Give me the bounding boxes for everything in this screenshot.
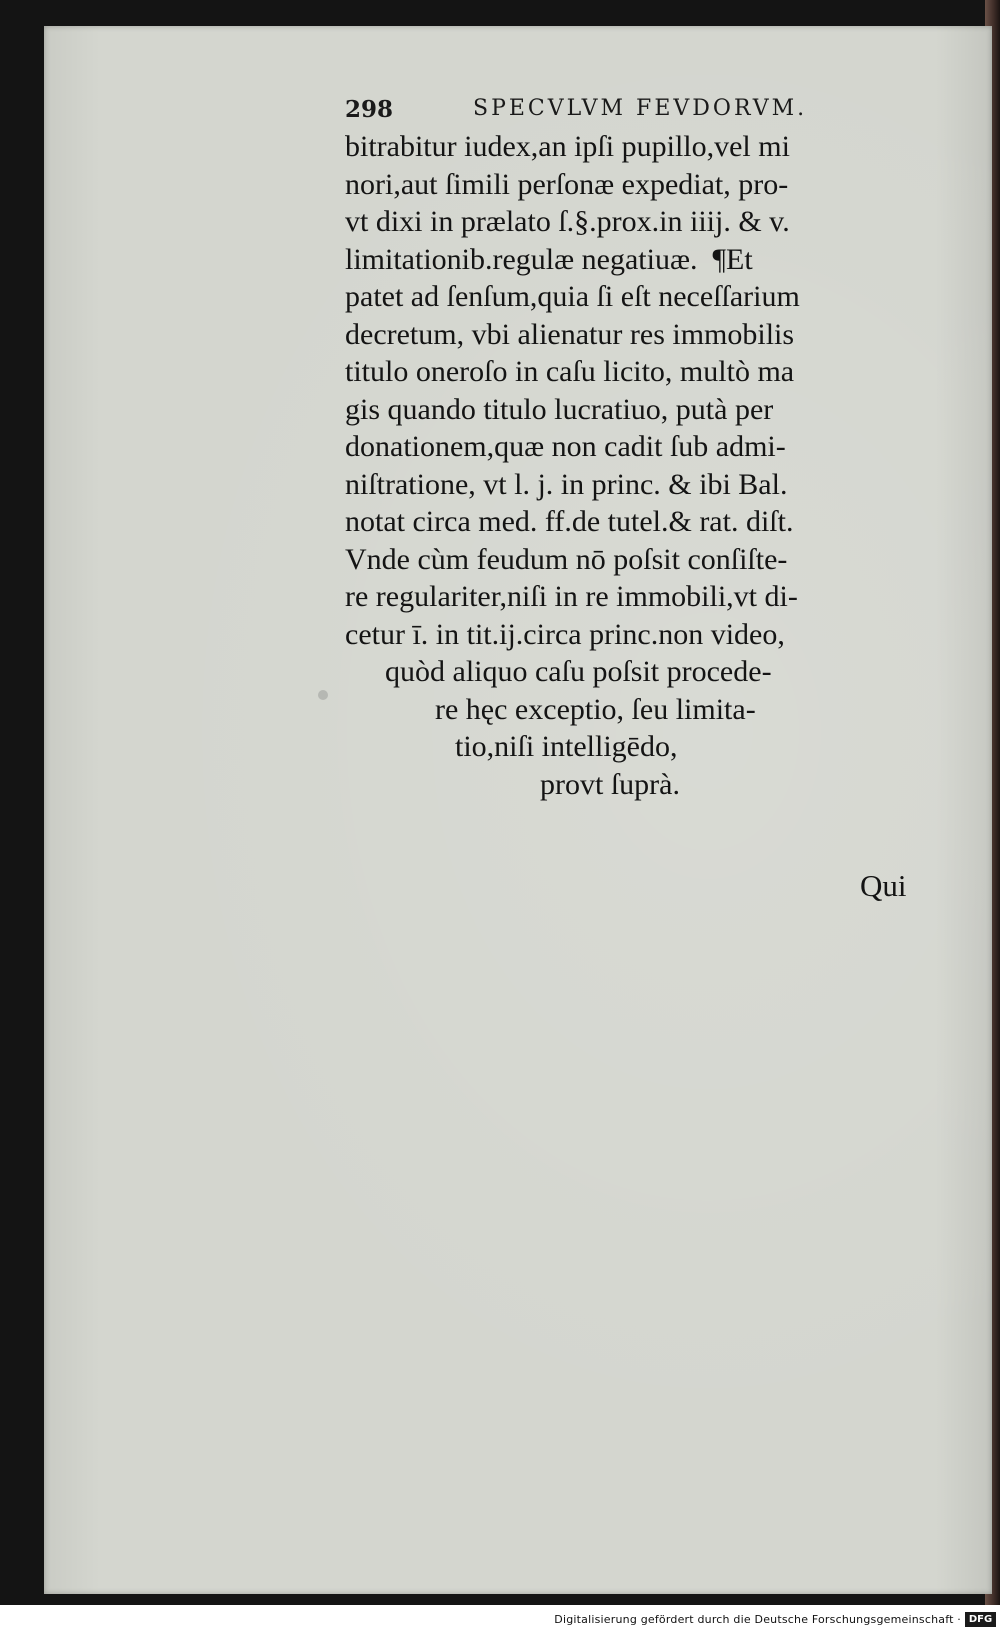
text-line: patet ad ſenſum,quia ſi eſt neceſſarium [345,280,800,313]
text-line: re hęc exceptio, ſeu limita- [435,692,756,726]
text-line: bitrabitur iudex,an ipſi pupillo,vel mi [345,130,790,163]
text-line: quòd aliquo caſu poſsit procede- [385,655,772,688]
ink-smudge [318,690,328,700]
text-line: decretum, vbi alienatur res immobilis [345,317,795,351]
text-line: Vnde cùm feudum nō poſsit conſiſte- [345,542,788,576]
dfg-logo: DFG [965,1612,996,1627]
body-text [345,128,910,803]
text-line: notat circa med. ff.de tutel.& rat. diſt. [345,505,794,538]
funding-notice: Digitalisierung gefördert durch die Deutsche Forschungsgemeinschaft · [554,1613,961,1626]
text-line: provt ſuprà. [540,767,680,801]
text-line: donationem,quæ non cadit ſub admi- [345,430,786,463]
running-title: SPECVLVM FEVDORVM. [473,96,808,121]
text-line: vt dixi in prælato ſ.§.prox.in iiij. & v. [345,205,790,238]
text-line: gis quando titulo lucratiuo, putà per [345,392,774,426]
text-line: niſtratione, vt l. j. in princ. & ibi Bal. [345,467,788,501]
page-number: 298 [345,96,394,123]
catchword: Qui [860,868,907,903]
text-line: titulo oneroſo in caſu licito, multò ma [345,355,795,388]
text-line: nori,aut ſimili perſonæ expediat, pro- [345,167,789,201]
text-line: re regulariter,niſi in re immobili,vt di- [345,580,798,613]
text-line: cetur ī. in tit.ij.circa princ.non video, [345,617,785,651]
text-line: limitationib.regulæ negatiuæ. ¶Et [345,242,753,276]
text-line: tio,niſi intelligēdo, [455,730,678,763]
digitization-footer [0,1605,1000,1634]
